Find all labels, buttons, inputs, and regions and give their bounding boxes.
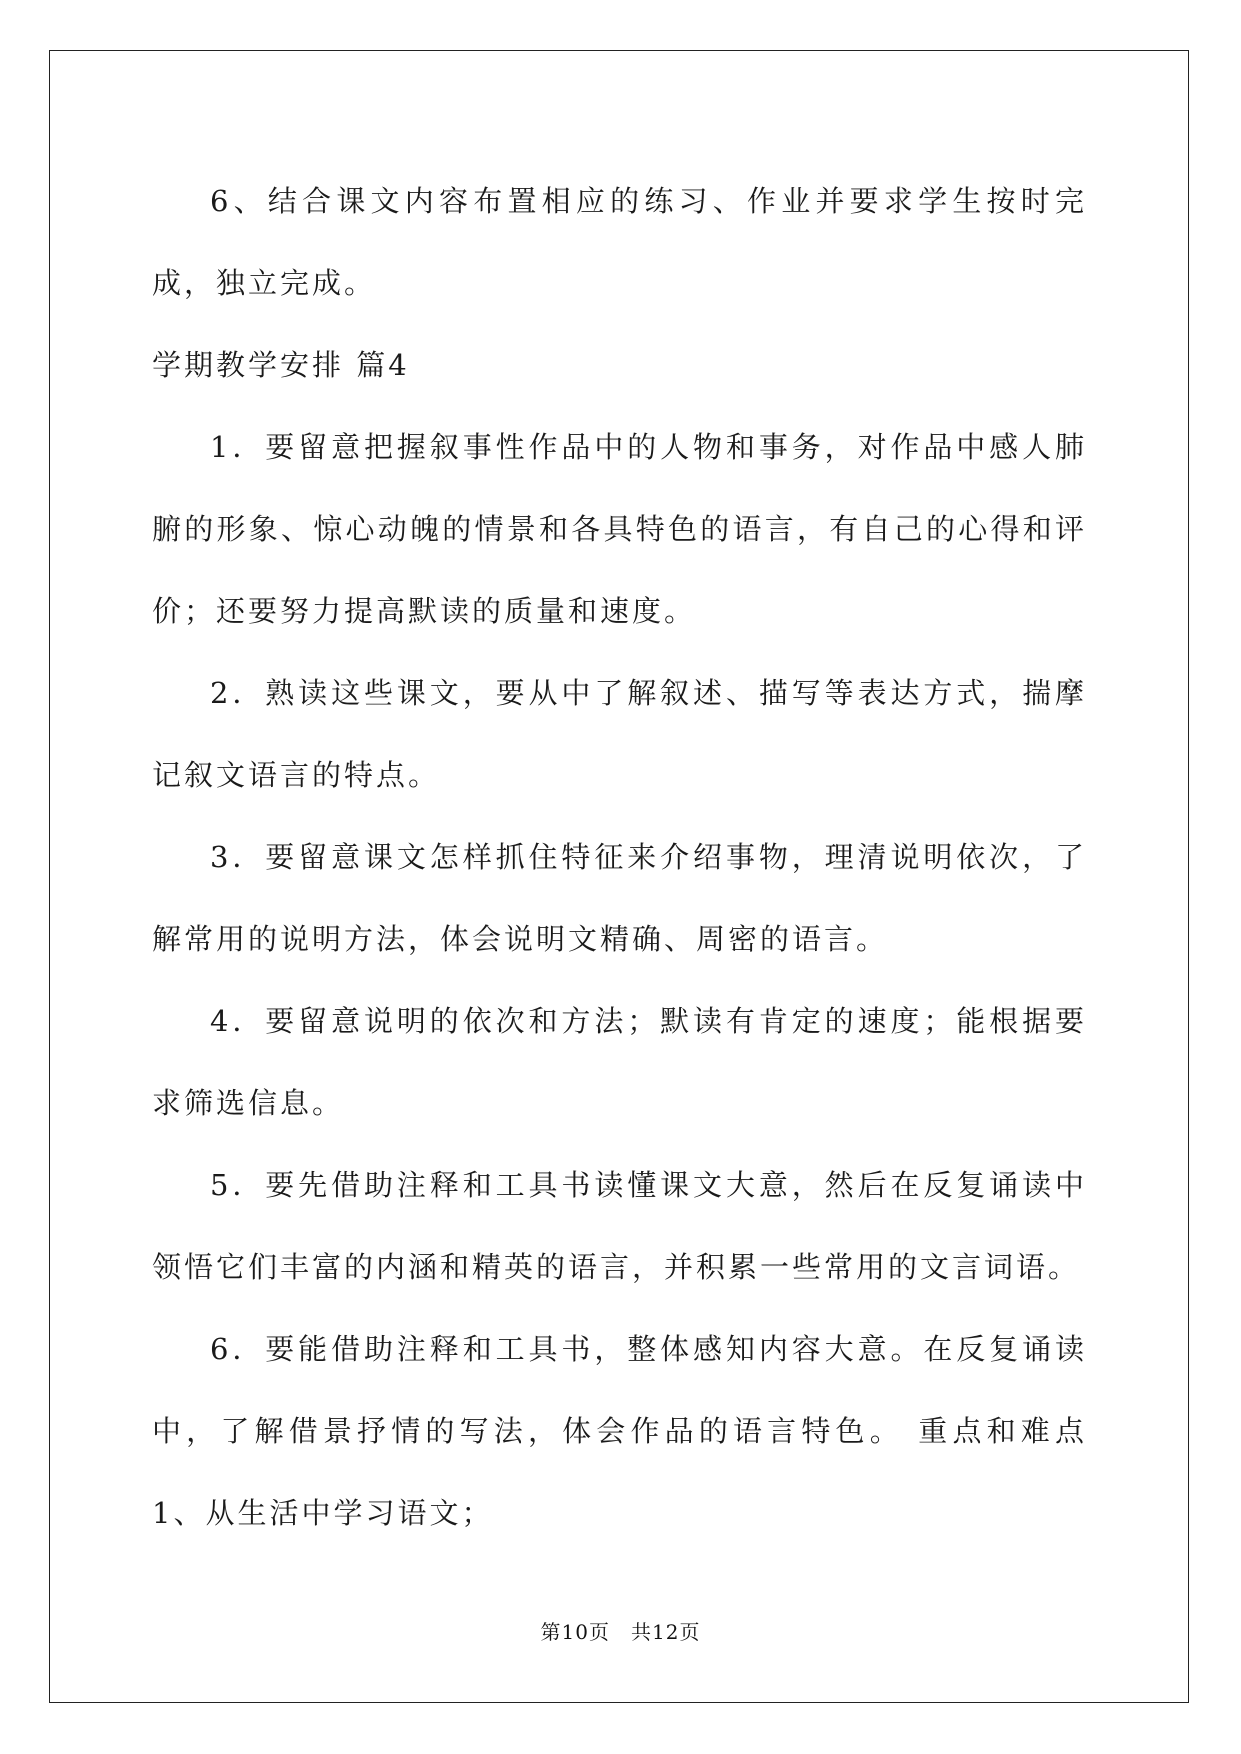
paragraph-item-3: 3．要留意课文怎样抓住特征来介绍事物，理清说明依次，了解常用的说明方法，体会说明文精确、周密的语言。 <box>152 840 1087 956</box>
paragraph-item-1: 1．要留意把握叙事性作品中的人物和事务，对作品中感人肺腑的形象、惊心动魄的情景和各具特色的语言，有自己的心得和评价；还要努力提高默读的质量和速度。 <box>152 430 1087 628</box>
document-body <box>152 160 1087 1554</box>
section-title: 学期教学安排 篇4 <box>152 348 410 382</box>
paragraph-item-4: 4．要留意说明的依次和方法；默读有肯定的速度；能根据要求筛选信息。 <box>152 1004 1087 1120</box>
paragraph-item-6: 6．要能借助注释和工具书，整体感知内容大意。在反复诵读中，了解借景抒情的写法，体会作品的语言特色。 重点和难点 1、从生活中学习语文； <box>152 1332 1087 1530</box>
paragraph-item-2: 2．熟读这些课文，要从中了解叙述、描写等表达方式，揣摩记叙文语言的特点。 <box>152 676 1087 792</box>
paragraph-item-5: 5．要先借助注释和工具书读懂课文大意，然后在反复诵读中领悟它们丰富的内涵和精英的语言，并积累一些常用的文言词语。 <box>152 1168 1087 1284</box>
paragraph-intro: 6、结合课文内容布置相应的练习、作业并要求学生按时完成，独立完成。 <box>152 184 1087 300</box>
page-footer: 第10页 共12页 <box>540 1620 701 1644</box>
